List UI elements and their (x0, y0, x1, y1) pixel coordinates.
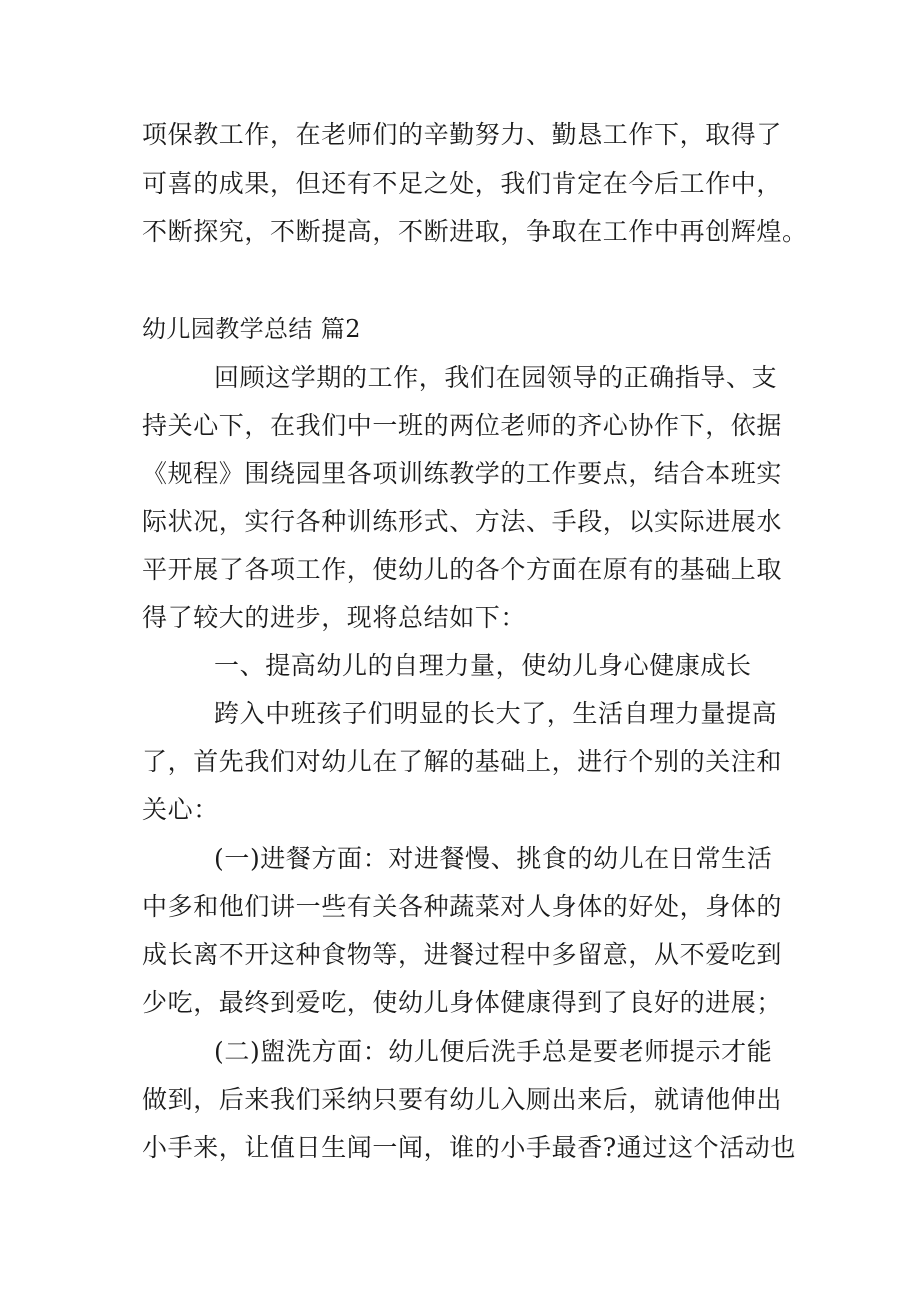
paragraph-line: 《规程》围绕园里各项训练教学的工作要点，结合本班实 (142, 459, 783, 488)
paragraph-line: (二)盥洗方面：幼儿便后洗手总是要老师提示才能 (214, 1037, 773, 1066)
paragraph-line: 中多和他们讲一些有关各种蔬菜对人身体的好处，身体的 (142, 892, 783, 921)
paragraph-line: 少吃，最终到爱吃，使幼儿身体健康得到了良好的进展； (142, 988, 783, 1017)
paragraph-line: 跨入中班孩子们明显的长大了，生活自理力量提高 (214, 699, 778, 728)
paragraph-line: 小手来，让值日生闻一闻，谁的小手最香?通过这个活动也 (142, 1133, 797, 1162)
paragraph-line: 得了较大的进步，现将总结如下： (142, 603, 527, 632)
paragraph-line: 了，首先我们对幼儿在了解的基础上，进行个别的关注和 (142, 747, 783, 776)
point-heading: 一、提高幼儿的自理力量，使幼儿身心健康成长 (214, 651, 752, 680)
paragraph-line: 项保教工作，在老师们的辛勤努力、勤恳工作下，取得了 (142, 120, 783, 149)
paragraph-line: 回顾这学期的工作，我们在园领导的正确指导、支 (214, 363, 778, 392)
paragraph-line: 做到，后来我们采纳只要有幼儿入厕出来后，就请他伸出 (142, 1085, 783, 1114)
paragraph-line: 关心： (142, 795, 219, 824)
paragraph-line: 平开展了各项工作，使幼儿的各个方面在原有的基础上取 (142, 555, 783, 584)
section-title: 幼儿园教学总结 篇2 (142, 315, 361, 343)
paragraph-line: 可喜的成果，但还有不足之处，我们肯定在今后工作中， (142, 169, 783, 198)
paragraph-line: (一)进餐方面：对进餐慢、挑食的幼儿在日常生活 (214, 844, 773, 873)
paragraph-line: 成长离不开这种食物等，进餐过程中多留意，从不爱吃到 (142, 940, 783, 969)
paragraph-line: 际状况，实行各种训练形式、方法、手段，以实际进展水 (142, 507, 783, 536)
paragraph-line: 持关心下，在我们中一班的两位老师的齐心协作下，依据 (142, 411, 783, 440)
paragraph-line: 不断探究，不断提高，不断进取，争取在工作中再创辉煌。 (142, 217, 808, 246)
